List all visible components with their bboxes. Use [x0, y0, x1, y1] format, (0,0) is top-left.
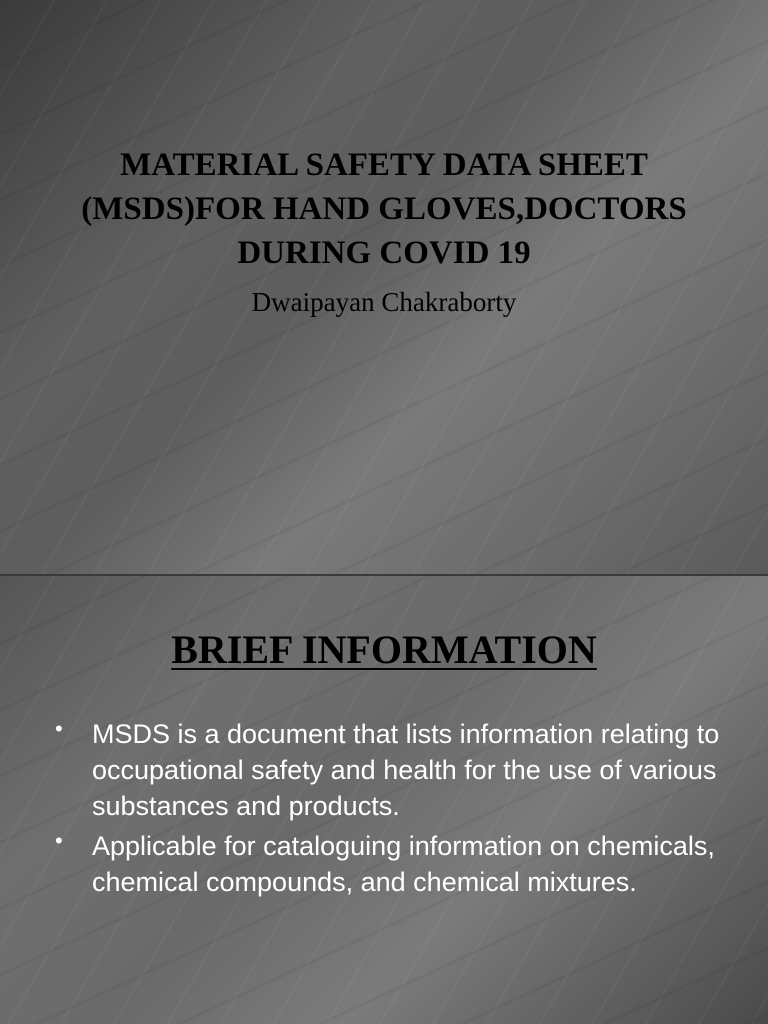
list-item [55, 828, 735, 900]
brief-information-slide [0, 576, 768, 1024]
bullet-icon: • [55, 716, 63, 741]
bullet-list [55, 716, 735, 904]
bullet-text: Applicable for cataloguing information on chemicals, chemical compounds, and chemical mixtures. [92, 831, 715, 897]
bullet-icon: • [55, 828, 63, 853]
slide-title [30, 143, 738, 275]
bullet-text: MSDS is a document that lists information relating to occupational safety and health for the use of various substances and products. [92, 719, 720, 821]
author-subtitle: Dwaipayan Chakraborty [251, 287, 517, 317]
title-line: (MSDS)FOR HAND GLOVES,DOCTORS [81, 191, 687, 227]
list-item [55, 716, 735, 824]
title-line: MATERIAL SAFETY DATA SHEET [120, 147, 648, 183]
title-line: DURING COVID 19 [237, 235, 531, 271]
slide-heading: BRIEF INFORMATION [171, 627, 597, 672]
